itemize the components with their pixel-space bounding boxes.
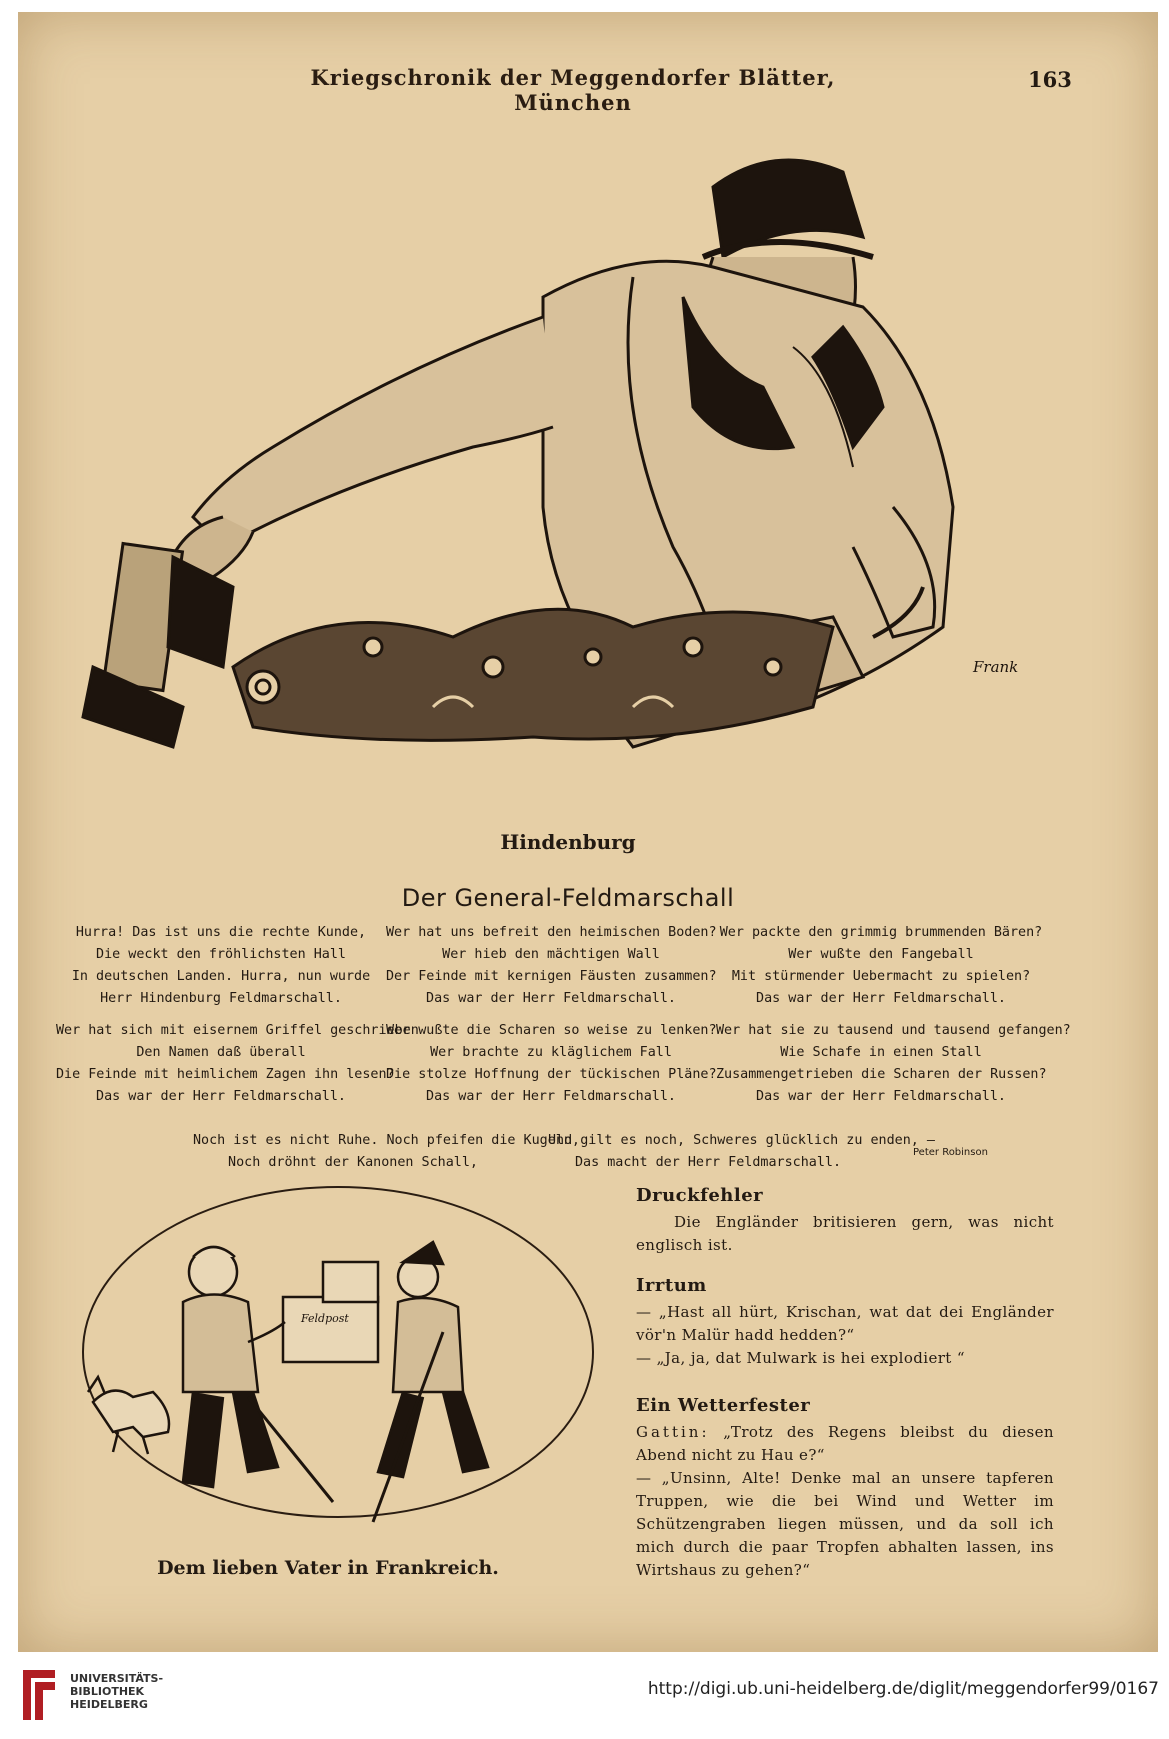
source-url[interactable]: http://digi.ub.uni-heidelberg.de/diglit/meggendorfer99/0167: [647, 1679, 1159, 1699]
bottom-caption: Dem lieben Vater in Frankreich.: [157, 1557, 499, 1579]
poem-column-2: [386, 922, 716, 1118]
joke-title: Irrtum: [636, 1275, 707, 1296]
stanza: Wer hat sie zu tausend und tausend gefangen? Wie Schafe in einen Stall Zusammengetrieben die Scharen der Russen? Das war der Herr Feldmarschall.: [716, 1023, 1071, 1104]
stanza: Wer packte den grimmig brummenden Bären? Wer wußte den Fangeball Mit stürmender Uebermacht zu spielen? Das war der Herr Feldmarschall.: [719, 925, 1043, 1006]
library-logo-icon: [15, 1666, 63, 1724]
stanza: Wer hat uns befreit den heimischen Boden? Wer hieb den mächtigen Wall Der Feinde mit kernigen Fäusten zusammen? Das war der Herr Feldmarschall.: [386, 925, 717, 1006]
joke-speaker: Gattin:: [636, 1423, 710, 1441]
joke-text: Gattin: „Trotz des Regens bleibst du diesen Abend nicht zu Hau e?“: [636, 1423, 1054, 1464]
joke-irrtum: [636, 1274, 1054, 1370]
illustration-caption: Hindenburg: [500, 830, 636, 854]
joke-text: — „Unsinn, Alte! Denke mal an unsere tapferen Truppen, wie die bei Wind und Wetter im Schützengraben liegen müssen, und da soll ich mich durch die paar Tropfen abhalten lassen, ins Wirtshaus zu gehen?“: [636, 1469, 1054, 1579]
poem-column-3: [716, 922, 1071, 1118]
joke-text: Die Engländer britisieren gern, was nicht englisch ist.: [636, 1213, 1054, 1254]
poem-title: Der General-Feldmarschall: [401, 884, 735, 912]
newspaper-page: [18, 12, 1158, 1652]
joke-text: — „Ja, ja, dat Mulwark is hei explodiert “: [636, 1349, 965, 1367]
children-parcel-illustration: [73, 1182, 603, 1582]
final-stanza-left: Noch ist es nicht Ruhe. Noch pfeifen die Kugeln, Noch dröhnt der Kanonen Schall,: [193, 1133, 580, 1170]
poem-column-1: [56, 922, 419, 1118]
final-stanza-right: Und gilt es noch, Schweres glücklich zu enden, — Das macht der Herr Feldmarschall.: [548, 1133, 935, 1170]
joke-druckfehler: [636, 1184, 1054, 1257]
library-footer: [0, 1654, 1169, 1739]
stanza: Wer hat sich mit eisernem Griffel geschrieben Den Namen daß überall Die Feinde mit heimlichem Zagen ihn lesen? Das war der Herr Feldmarschall.: [56, 1023, 419, 1104]
running-header: Kriegschronik der Meggendorfer Blätter, München: [310, 65, 836, 115]
joke-text: — „Hast all hürt, Krischan, wat dat dei Engländer vör'n Malür hadd hedden?“: [636, 1303, 1054, 1344]
page-number: 163: [1028, 67, 1072, 92]
joke-title: Ein Wetterfester: [636, 1395, 811, 1416]
joke-title: Druckfehler: [636, 1185, 764, 1206]
stanza: Hurra! Das ist uns die rechte Kunde, Die weckt den fröhlichsten Hall In deutschen Landen. Hurra, nun wurde Herr Hindenburg Feldmarschall.: [71, 925, 371, 1006]
artist-signature: Frank: [973, 658, 1019, 676]
parcel-label: Feldpost: [301, 1312, 349, 1325]
joke-wetterfester: [636, 1394, 1054, 1582]
hindenburg-illustration: [73, 147, 1073, 827]
poem-author: Peter Robinson: [913, 1147, 988, 1158]
library-name: UNIVERSITÄTS- BIBLIOTHEK HEIDELBERG: [70, 1672, 164, 1711]
stanza: Wer wußte die Scharen so weise zu lenken? Wer brachte zu kläglichem Fall Die stolze Hoffnung der tückischen Pläne? Das war der Herr Feldmarschall.: [386, 1023, 717, 1104]
